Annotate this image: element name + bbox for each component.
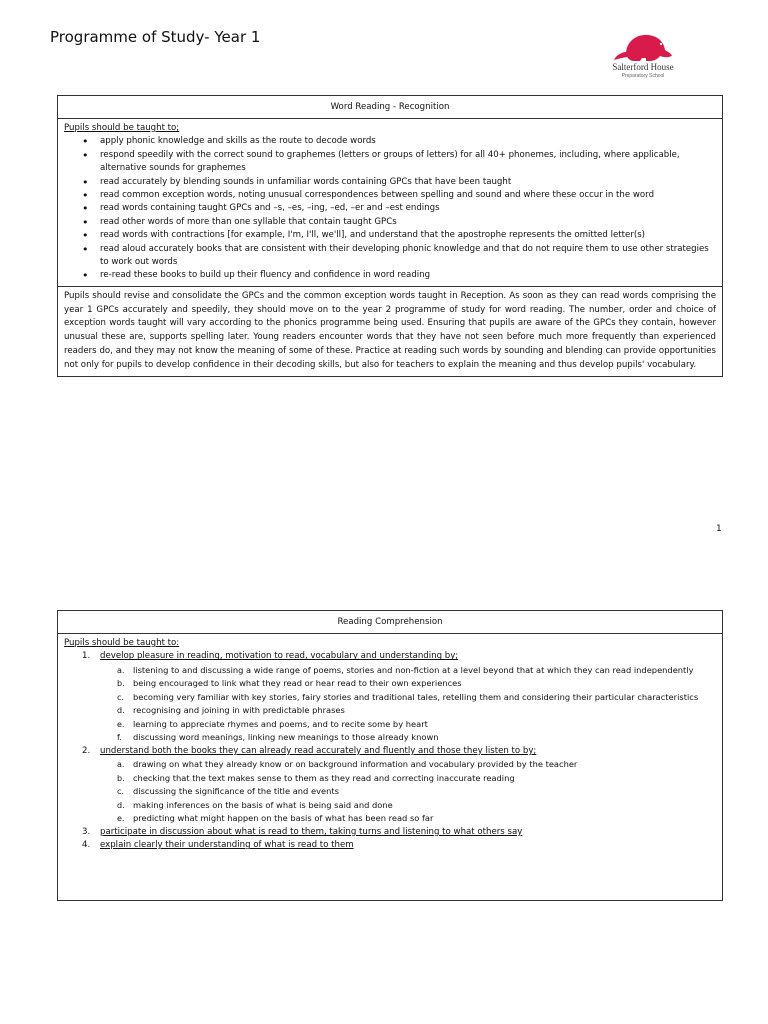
- sub-item: [117, 691, 716, 705]
- page-title: Programme of Study- Year 1: [50, 28, 261, 46]
- bullet-item: • read words with contractions [for example, I'm, I'll, we'll], and understand that the apostrophe represents the omitted letter(s): [100, 229, 716, 242]
- bullet-item: • read accurately by blending sounds in unfamiliar words containing GPCs that have been taught: [100, 176, 716, 189]
- word-reading-bullet-list: [64, 135, 716, 282]
- bullet-item: • read aloud accurately books that are consistent with their developing phonic knowledge and that do not require them to use other strategies to work out words: [100, 243, 716, 270]
- sub-list: [64, 758, 716, 826]
- bullet-item: • re-read these books to build up their fluency and confidence in word reading: [100, 269, 716, 282]
- sub-item: [117, 785, 716, 799]
- bullet-item: • respond speedily with the correct sound to graphemes (letters or groups of letters) for all 40+ phonemes, including, where applicable, alternative sounds for graphemes: [100, 149, 716, 176]
- sub-letter: a.: [117, 760, 125, 770]
- sub-item: [117, 677, 716, 691]
- sub-item: [117, 758, 716, 772]
- beaver-logo-icon: [612, 30, 674, 64]
- item-number: 1.: [82, 651, 91, 662]
- sub-list: [64, 664, 716, 745]
- sub-item: [117, 664, 716, 678]
- sub-letter: f.: [117, 733, 122, 743]
- sub-text: drawing on what they already know or on background information and vocabulary provided by the teacher: [133, 759, 578, 770]
- sub-text: listening to and discussing a wide range of poems, stories and non-fiction at a level beyond that at which they can read independently: [133, 664, 694, 675]
- item-text: participate in discussion about what is read to them, taking turns and listening to what others say: [100, 826, 523, 837]
- page-number: 1: [716, 524, 722, 534]
- word-reading-intro: Pupils should be taught to;: [64, 123, 180, 133]
- list-item: [82, 650, 716, 744]
- comprehension-objectives: [58, 634, 722, 856]
- sub-item: [117, 799, 716, 813]
- school-logo: [598, 30, 688, 86]
- item-text: explain clearly their understanding of what is read to them: [100, 840, 354, 851]
- sub-letter: b.: [117, 773, 125, 783]
- sub-text: learning to appreciate rhymes and poems, and to recite some by heart: [133, 718, 428, 729]
- word-reading-guidance: Pupils should revise and consolidate the GPCs and the common exception words taught in Reception. As soon as they can read words comprising the year 1 GPCs accurately and speedily, they should move on to the year 2 programme of study for word reading. The number, order and choice of exception words taught will vary according to the phonics programme being used. Ensuring that pupils are aware of the GPCs they contain, however unusual these are, supports spelling later. Young readers encounter words that they have not seen before much more frequently than experienced readers do, and they may not know the meaning of some of these. Practice at reading such words by sounding and blending can provide opportunities not only for pupils to develop confidence in their decoding skills, but also for teachers to explain the meaning and thus develop pupils' vocabulary.: [58, 286, 722, 376]
- sub-text: becoming very familiar with key stories, fairy stories and traditional tales, retelling them and considering their particular characteristics: [133, 691, 699, 702]
- word-reading-table: [57, 95, 723, 377]
- comprehension-intro: Pupils should be taught to:: [64, 638, 180, 648]
- item-text: understand both the books they can already read accurately and fluently and those they listen to by;: [100, 745, 537, 756]
- item-number: 3.: [82, 826, 91, 837]
- list-item: [82, 839, 716, 852]
- sub-item: [117, 772, 716, 786]
- sub-item: [117, 704, 716, 718]
- sub-text: checking that the text makes sense to them as they read and correcting inaccurate reading: [133, 772, 515, 783]
- bullet-item: • read words containing taught GPCs and –s, –es, –ing, –ed, –er and –est endings: [100, 202, 716, 215]
- bullet-item: • read other words of more than one syllable that contain taught GPCs: [100, 216, 716, 229]
- sub-letter: d.: [117, 706, 125, 716]
- list-item: [82, 745, 716, 826]
- sub-text: predicting what might happen on the basis of what has been read so far: [133, 813, 434, 824]
- item-number: 2.: [82, 745, 91, 756]
- sub-text: being encouraged to link what they read or hear read to their own experiences: [133, 678, 462, 689]
- sub-letter: b.: [117, 679, 125, 689]
- sub-item: [117, 718, 716, 732]
- sub-text: making inferences on the basis of what is being said and done: [133, 799, 393, 810]
- sub-item: [117, 731, 716, 745]
- comprehension-heading: Reading Comprehension: [58, 611, 722, 634]
- sub-letter: e.: [117, 719, 125, 729]
- sub-text: recognising and joining in with predictable phrases: [133, 705, 345, 716]
- list-item: [82, 826, 716, 839]
- item-text: develop pleasure in reading, motivation to read, vocabulary and understanding by;: [100, 651, 459, 662]
- logo-subtext: Preparatory School: [621, 73, 665, 79]
- sub-letter: e.: [117, 814, 125, 824]
- comprehension-list: [64, 650, 716, 852]
- sub-letter: c.: [117, 692, 124, 702]
- bullet-item: • read common exception words, noting unusual correspondences between spelling and sound and where these occur in the word: [100, 189, 716, 202]
- word-reading-heading: Word Reading - Recognition: [58, 96, 722, 119]
- bullet-item: • apply phonic knowledge and skills as the route to decode words: [100, 135, 716, 148]
- sub-text: discussing the significance of the title and events: [133, 786, 339, 797]
- sub-letter: a.: [117, 665, 125, 675]
- comprehension-table: [57, 610, 723, 901]
- word-reading-objectives: [58, 119, 722, 286]
- sub-letter: d.: [117, 800, 125, 810]
- logo-name: Salterford House: [612, 62, 674, 72]
- sub-letter: c.: [117, 787, 124, 797]
- item-number: 4.: [82, 840, 91, 851]
- sub-item: [117, 812, 716, 826]
- sub-text: discussing word meanings, linking new meanings to those already known: [133, 732, 439, 743]
